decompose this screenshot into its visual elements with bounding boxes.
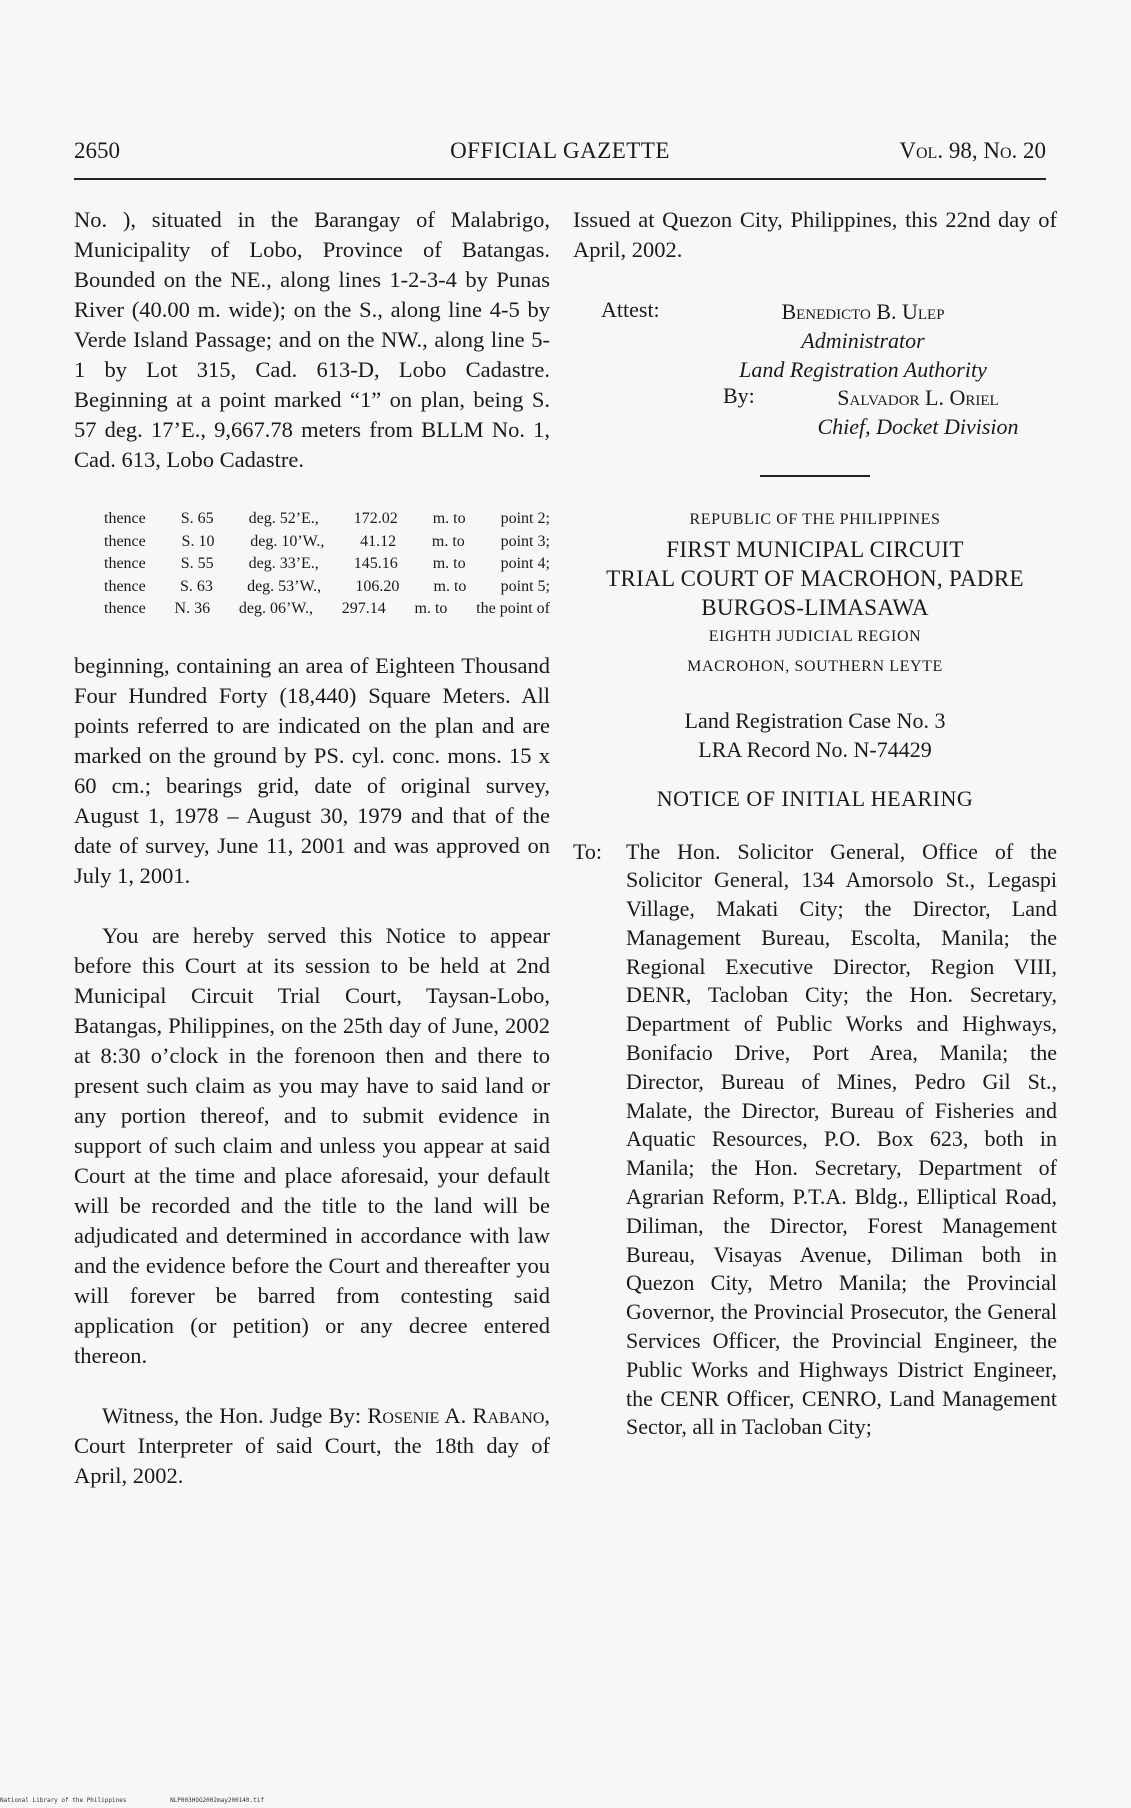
attest-title: Administrator: [801, 328, 925, 353]
library-mark: National Library of the Philippines: [0, 1797, 127, 1804]
section-divider: [760, 475, 870, 477]
area-paragraph: beginning, containing an area of Eighteen Thousand Four Hundred Forty (18,440) Square Meters. All points referred to are indicated on the plan and are marked on the ground by PS. cyl. conc. mons. 15 x 60 cm.; bearings grid, date of original survey, August 1, 1978 – August 30, 1979 and that of the date of survey, June 11, 2001 and was approved on July 1, 2001.: [74, 652, 550, 888]
court-line-3: BURGOS-LIMASAWA: [701, 594, 929, 620]
court-line-1: FIRST MUNICIPAL CIRCUIT: [666, 536, 964, 562]
survey-row: thence S. 63 deg. 53’W., 106.20 m. to point 5;: [104, 577, 550, 595]
record-number: LRA Record No. N-74429: [698, 736, 932, 762]
volume-number: Vol. 98, No. 20: [899, 138, 1046, 163]
attest-signatory: [673, 297, 1053, 384]
attest-label: Attest:: [601, 297, 660, 322]
by-label: By:: [723, 383, 755, 408]
by-signatory: [773, 383, 1063, 441]
case-number: Land Registration Case No. 3: [684, 707, 946, 733]
republic-line: REPUBLIC OF THE PHILIPPINES: [689, 510, 941, 528]
attestation-block: [573, 297, 1057, 457]
attest-name: Benedicto B. Ulep: [781, 299, 945, 324]
region-line: EIGHTH JUDICIAL REGION: [708, 627, 922, 645]
right-column: [573, 205, 1057, 1442]
by-title: Chief, Docket Division: [817, 414, 1019, 439]
scan-footer: [0, 1797, 304, 1804]
survey-row: thence S. 55 deg. 33’E., 145.16 m. to point 4;: [104, 555, 550, 572]
survey-row: thence S. 65 deg. 52’E., 172.02 m. to point 2;: [104, 510, 550, 527]
case-reference: [573, 706, 1057, 764]
court-line-2: TRIAL COURT OF MACROHON, PADRE: [606, 565, 1024, 591]
page-number: 2650: [74, 138, 120, 163]
notice-paragraph: You are hereby served this Notice to appear before this Court at its session to be held at 2nd Municipal Circuit Trial Court, Taysan-Lobo, Batangas, Philippines, on the 25th day of June, 2002 at 8:30 o’clock in the forenoon then and there to present such claim as you may have to said land or any portion thereof, and to submit evidence in support of such claim and unless you appear at said Court at the time and place aforesaid, your default will be recorded and the title to the land will be adjudicated and determined in accordance with law and the evidence before the Court and thereafter you will forever be barred from contesting said application (or petition) or any decree entered thereon.: [74, 922, 550, 1368]
notice-title: NOTICE OF INITIAL HEARING: [656, 785, 974, 811]
left-column: [74, 205, 550, 1491]
witness-name: Rosenie A. Rabano: [367, 1402, 545, 1428]
to-label: To:: [573, 838, 603, 864]
by-name: Salvador L. Oriel: [837, 385, 999, 410]
publication-title: OFFICIAL GAZETTE: [450, 138, 670, 163]
addressees-block: [573, 838, 1057, 1443]
survey-row: thence N. 36 deg. 06’W., 297.14 m. to the point of: [104, 600, 550, 617]
issued-paragraph: Issued at Quezon City, Philippines, this 22nd day of April, 2002.: [573, 207, 1057, 262]
lot-description-paragraph: No. ), situated in the Barangay of Malabrigo, Municipality of Lobo, Province of Batangas. Bounded on the NE., along lines 1-2-3-4 by Punas River (40.00 m. wide); on the S., along line 4-5 by Verde Island Passage; and on the NW., along line 5-1 by Lot 315, Cad. 613-D, Lobo Cadastre. Beginning at a point marked “1” on plan, being S. 57 deg. 17’E., 9,667.78 meters from BLLM No. 1, Cad. 613, Lobo Cadastre.: [74, 207, 550, 472]
location-line: MACROHON, SOUTHERN LEYTE: [687, 657, 943, 675]
addressees-text: The Hon. Solicitor General, Office of the Solicitor General, 134 Amorsolo St., Legaspi Village, Makati City; the Director, Land Management Bureau, Escolta, Manila; the Regional Executive Director, Region VIII, DENR, Tacloban City; the Hon. Secretary, Department of Public Works and Highways, Bonifacio Drive, Port Area, Manila; the Director, Bureau of Mines, Pedro Gil St., Malate, the Director, Bureau of Fisheries and Aquatic Resources, P.O. Box 623, both in Manila; the Hon. Secretary, Department of Agrarian Reform, P.T.A. Bldg., Elliptical Road, Diliman, the Director, Forest Management Bureau, Visayas Avenue, Diliman both in Quezon City, Metro Manila; the Provincial Governor, the Provincial Prosecutor, the General Services Officer, the Provincial Engineer, the Public Works and Highways District Engineer, the CENR Officer, CENRO, Land Management Sector, all in Tacloban City;: [626, 838, 1057, 1440]
page-header: [74, 138, 1046, 172]
court-heading: [573, 505, 1057, 682]
attest-agency: Land Registration Authority: [739, 357, 987, 382]
survey-bearings-table: [104, 508, 550, 621]
file-mark: NLP003HOG2002may200140.tif: [170, 1797, 264, 1804]
header-rule: [74, 178, 1046, 180]
witness-paragraph: Witness, the Hon. Judge By: Rosenie A. Rabano, Court Interpreter of said Court, the 18th day of April, 2002.: [74, 1402, 551, 1488]
survey-row: thence S. 10 deg. 10’W., 41.12 m. to point 3;: [104, 532, 550, 550]
